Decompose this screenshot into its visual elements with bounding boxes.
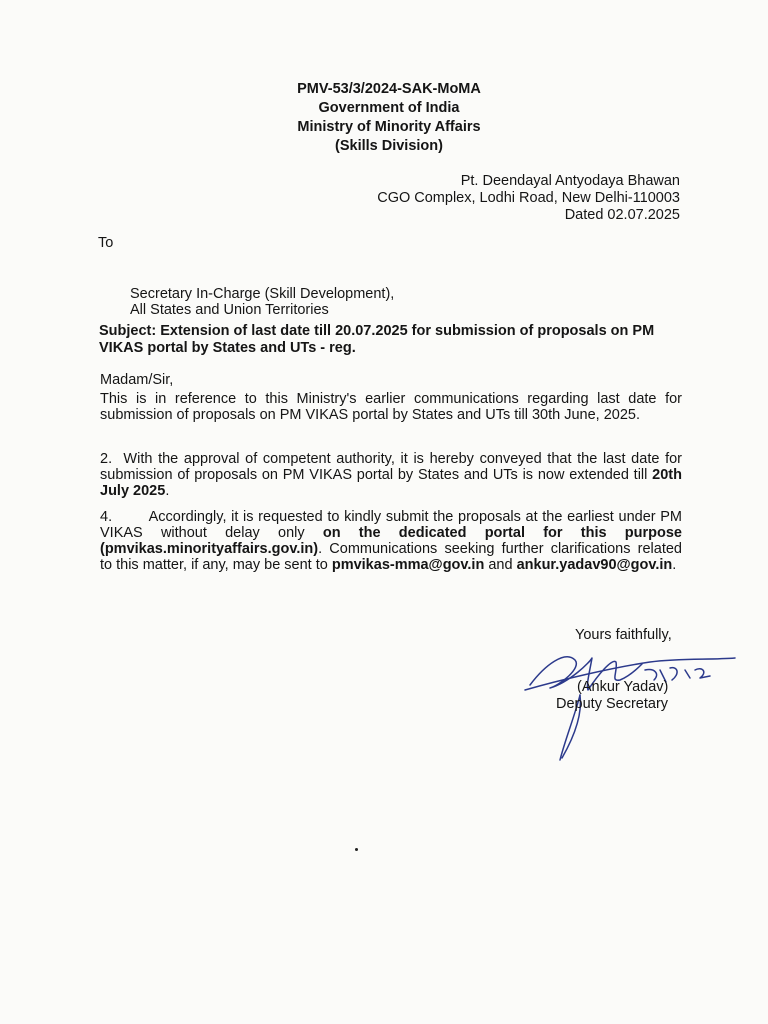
paragraph-3-number: 4. bbox=[100, 509, 113, 525]
contact-email-1: pmvikas-mma@gov.in bbox=[331, 557, 485, 573]
paragraph-2-end: . bbox=[165, 483, 170, 499]
paragraph-2 bbox=[100, 451, 682, 499]
letter-date: Dated 02.07.2025 bbox=[564, 207, 680, 223]
ministry-name: Ministry of Minority Affairs bbox=[297, 119, 481, 135]
recipient-line-2: All States and Union Territories bbox=[130, 302, 329, 318]
paragraph-3-text-1: Accordingly, it is requested to kindly submit the proposals at the earliest under PM VIKAS without delay only bbox=[100, 509, 682, 541]
portal-reference: on the dedicated portal for this purpose (pmvikas.minorityaffairs.gov.in) bbox=[100, 525, 682, 557]
signatory-name: (Ankur Yadav) bbox=[577, 679, 669, 695]
government-name: Government of India bbox=[318, 100, 460, 116]
paragraph-2-number: 2. bbox=[100, 451, 113, 467]
contact-email-2: ankur.yadav90@gov.in bbox=[516, 557, 673, 573]
subject-line: Subject: Extension of last date till 20.07.2025 for submission of proposals on PM VIKAS portal by States and UTs - reg. bbox=[99, 323, 655, 356]
salutation: Madam/Sir, bbox=[100, 372, 174, 388]
paragraph-3-text-3: and bbox=[484, 557, 517, 573]
extended-date: 20th July 2025 bbox=[100, 467, 682, 499]
division-name: (Skills Division) bbox=[335, 138, 443, 154]
sender-address bbox=[377, 173, 680, 224]
recipient-block bbox=[130, 286, 394, 318]
recipient-line-1: Secretary In-Charge (Skill Development), bbox=[130, 286, 395, 302]
to-label: To bbox=[98, 235, 114, 251]
paragraph-1: This is in reference to this Ministry's earlier communications regarding last date for submission of proposals on PM VIKAS portal by States and UTs till 30th June, 2025. bbox=[100, 391, 682, 423]
address-line-1: Pt. Deendayal Antyodaya Bhawan bbox=[460, 173, 680, 189]
paragraph-3 bbox=[100, 509, 682, 573]
paragraph-3-end: . bbox=[672, 557, 677, 573]
paragraph-2-text: With the approval of competent authority, it is hereby conveyed that the last date for submission of proposals on PM VIKAS portal by States and UTs is now extended till bbox=[100, 451, 682, 483]
file-reference: PMV-53/3/2024-SAK-MoMA bbox=[297, 81, 481, 97]
paper-mark bbox=[355, 848, 358, 851]
signatory-designation: Deputy Secretary bbox=[556, 696, 669, 712]
address-line-2: CGO Complex, Lodhi Road, New Delhi-110003 bbox=[377, 190, 680, 206]
paragraph-3-text-2: . Communications seeking further clarifications related to this matter, if any, may be sent to bbox=[100, 541, 682, 573]
letter-header bbox=[0, 80, 768, 156]
closing: Yours faithfully, bbox=[575, 627, 672, 643]
